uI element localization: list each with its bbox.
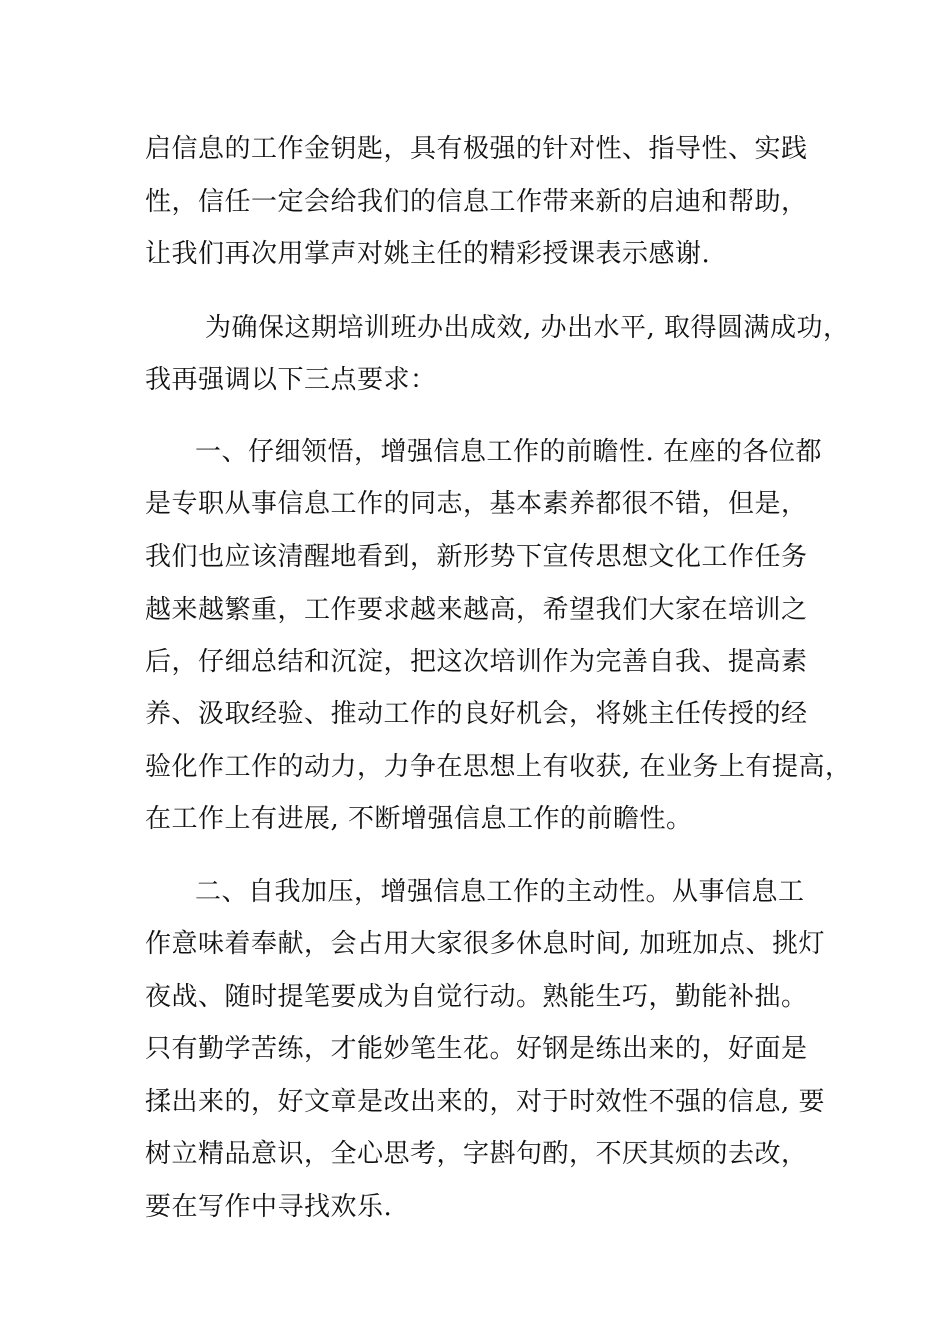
text-line: 二、自我加压，增强信息工作的主动性。从事信息工	[195, 877, 805, 907]
text-line: 一、仔细领悟，增强信息工作的前瞻性. 在座的各位都	[195, 437, 823, 467]
text-line: 是专职从事信息工作的同志，基本素养都很不错，但是，	[145, 489, 808, 519]
text-line: 揉出来的，好文章是改出来的，对于时效性不强的信息, 要	[145, 1087, 826, 1117]
text-line: 只有勤学苦练，才能妙笔生花。好钢是练出来的，好面是	[145, 1034, 808, 1064]
text-line: 为确保这期培训班办出成效, 办出水平, 取得圆满成功，	[205, 313, 850, 343]
text-line: 验化作工作的动力，力争在思想上有收获, 在业务上有提高，	[145, 752, 852, 782]
text-line: 后，仔细总结和沉淀，把这次培训作为完善自我、提高素	[145, 647, 808, 677]
text-line: 要在写作中寻找欢乐.	[145, 1192, 393, 1222]
text-line: 养、汲取经验、推动工作的良好机会，将姚主任传授的经	[145, 699, 808, 729]
text-line: 我再强调以下三点要求：	[145, 365, 437, 395]
text-line: 启信息的工作金钥匙，具有极强的针对性、指导性、实践	[145, 134, 808, 164]
text-line: 让我们再次用掌声对姚主任的精彩授课表示感谢.	[145, 239, 711, 269]
text-line: 夜战、随时提笔要成为自觉行动。熟能生巧，勤能补拙。	[145, 982, 808, 1012]
text-line: 我们也应该清醒地看到，新形势下宣传思想文化工作任务	[145, 542, 808, 572]
text-line: 作意味着奉献，会占用大家很多休息时间, 加班加点、挑灯	[145, 929, 826, 959]
text-line: 树立精品意识，全心思考，字斟句酌，不厌其烦的去改，	[145, 1139, 808, 1169]
text-line: 性，信任一定会给我们的信息工作带来新的启迪和帮助，	[145, 187, 808, 217]
text-line: 越来越繁重，工作要求越来越高，希望我们大家在培训之	[145, 595, 808, 625]
text-line: 在工作上有进展, 不断增强信息工作的前瞻性。	[145, 804, 693, 834]
